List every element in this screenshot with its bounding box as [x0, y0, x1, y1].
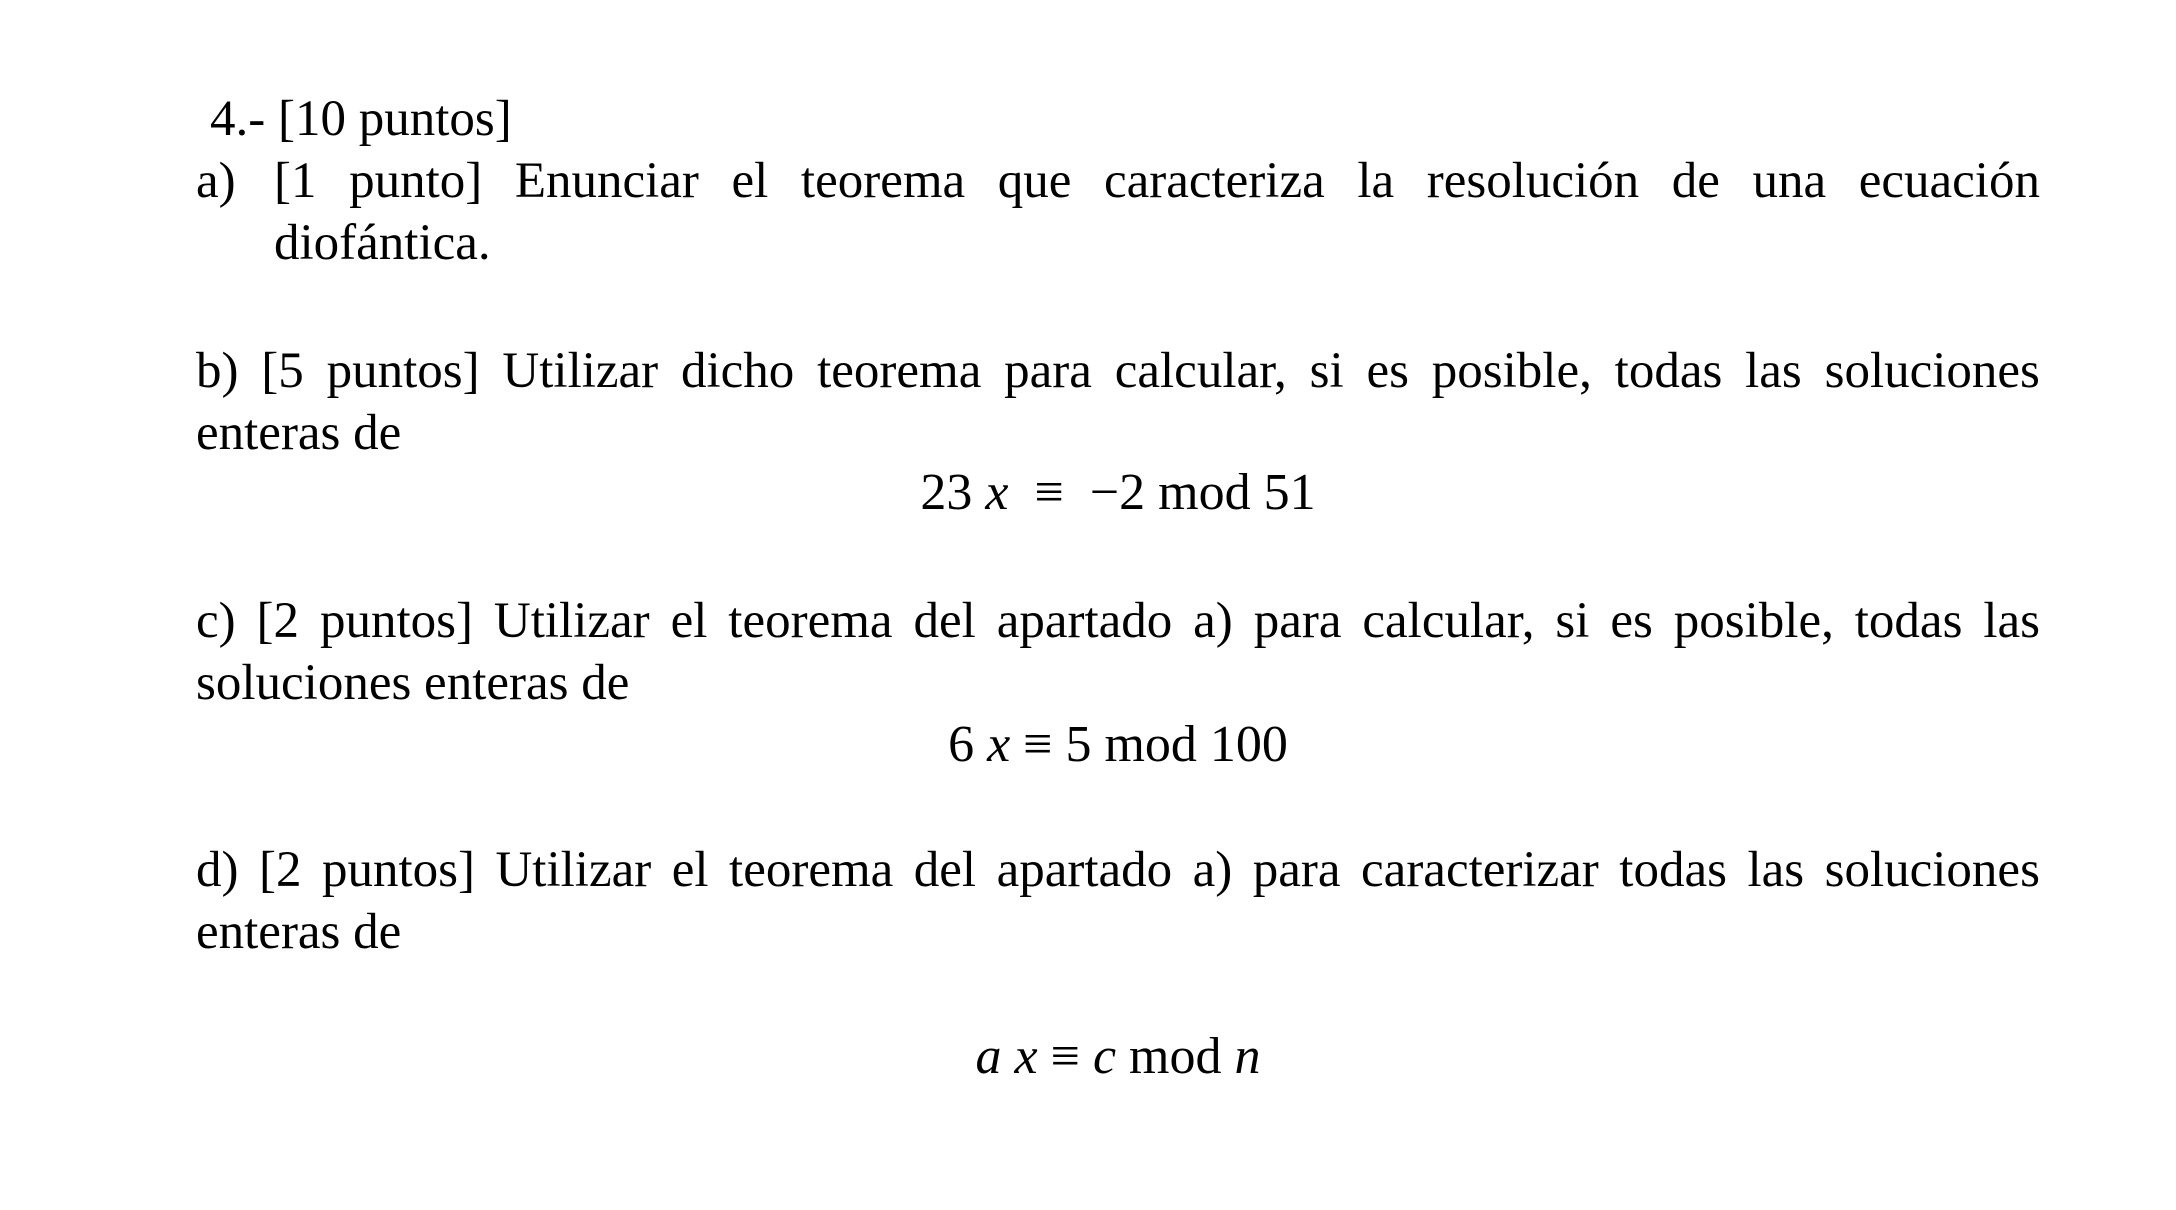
- word: caracterizar: [1361, 842, 1599, 898]
- word: puntos]: [326, 343, 480, 399]
- equation-modulus-n: n: [1234, 1028, 1261, 1085]
- word: Enunciar: [514, 153, 699, 209]
- word: c): [196, 593, 236, 649]
- word: todas: [1614, 343, 1723, 399]
- word: a): [1192, 842, 1233, 898]
- word: posible,: [1431, 343, 1592, 399]
- word: a): [1193, 593, 1233, 649]
- word: [1: [274, 153, 317, 209]
- congruence-symbol: ≡: [1050, 1028, 1080, 1085]
- equation-b: [0, 462, 2176, 524]
- equation-variable: x: [1014, 1028, 1038, 1085]
- word: b): [196, 343, 239, 399]
- word: puntos]: [321, 842, 475, 898]
- word: las: [1745, 343, 1802, 399]
- word: [2: [258, 842, 302, 898]
- word: posible,: [1673, 593, 1834, 649]
- part-d-line-1: [196, 839, 2040, 901]
- part-d: [196, 839, 2040, 963]
- word: las: [1747, 842, 1805, 898]
- word: de: [1671, 153, 1720, 209]
- word: teorema: [817, 343, 982, 399]
- word: para: [1004, 343, 1092, 399]
- word: la: [1357, 153, 1395, 209]
- part-c-line-2: soluciones enteras de: [196, 655, 630, 711]
- part-b: [196, 340, 2040, 464]
- word: el: [671, 842, 709, 898]
- equation-coefficient: 6: [948, 716, 975, 773]
- word: Utilizar: [502, 343, 659, 399]
- equation-coefficient: a: [975, 1028, 1002, 1085]
- part-a-marker: a): [196, 153, 236, 209]
- equation-variable: x: [985, 464, 1009, 521]
- part-c-line-1: [196, 590, 2040, 652]
- word: todas: [1854, 593, 1963, 649]
- word: punto]: [349, 153, 483, 209]
- part-b-line-2: enteras de: [196, 405, 402, 461]
- word: es: [1610, 593, 1653, 649]
- word: las: [1983, 593, 2040, 649]
- word: del: [913, 842, 977, 898]
- word: Utilizar: [493, 593, 650, 649]
- equation-c: [0, 714, 2176, 776]
- word: si: [1555, 593, 1590, 649]
- word: teorema: [800, 153, 966, 209]
- congruence-symbol: ≡: [1034, 464, 1064, 521]
- part-a-line-1: [274, 150, 2040, 212]
- equation-rhs: 5 mod 100: [1065, 716, 1288, 773]
- word: del: [913, 593, 976, 649]
- word: caracteriza: [1103, 153, 1325, 209]
- word: dicho: [680, 343, 795, 399]
- word: d): [196, 842, 239, 898]
- word: el: [731, 153, 769, 209]
- equation-d: [0, 1026, 2176, 1088]
- word: para: [1253, 593, 1342, 649]
- word: que: [997, 153, 1072, 209]
- congruence-symbol: ≡: [1023, 716, 1053, 773]
- question-heading: 4.- [10 puntos]: [210, 91, 512, 147]
- word: todas: [1619, 842, 1727, 898]
- equation-rhs: −2 mod 51: [1089, 464, 1316, 521]
- word: apartado: [996, 842, 1173, 898]
- word: apartado: [996, 593, 1173, 649]
- part-a-text: [274, 150, 2040, 274]
- word: teorema: [729, 842, 894, 898]
- word: calcular,: [1362, 593, 1535, 649]
- equation-variable: x: [987, 716, 1011, 773]
- part-b-line-1: [196, 340, 2040, 402]
- part-c: [196, 590, 2040, 714]
- word: el: [670, 593, 708, 649]
- word: ecuación: [1858, 153, 2040, 209]
- word: para: [1252, 842, 1341, 898]
- word: teorema: [728, 593, 893, 649]
- word: es: [1366, 343, 1409, 399]
- word: si: [1309, 343, 1344, 399]
- word: Utilizar: [495, 842, 652, 898]
- part-a-line-2: diofántica.: [274, 215, 491, 271]
- word: soluciones: [1824, 343, 2040, 399]
- word: [2: [256, 593, 300, 649]
- equation-mod: mod: [1129, 1028, 1222, 1085]
- equation-rhs-c: c: [1092, 1028, 1117, 1085]
- word: resolución: [1426, 153, 1640, 209]
- word: una: [1752, 153, 1827, 209]
- equation-coefficient: 23: [920, 464, 973, 521]
- word: puntos]: [319, 593, 473, 649]
- part-d-line-2: enteras de: [196, 904, 402, 960]
- word: soluciones: [1824, 842, 2040, 898]
- word: [5: [261, 343, 304, 399]
- word: calcular,: [1114, 343, 1287, 399]
